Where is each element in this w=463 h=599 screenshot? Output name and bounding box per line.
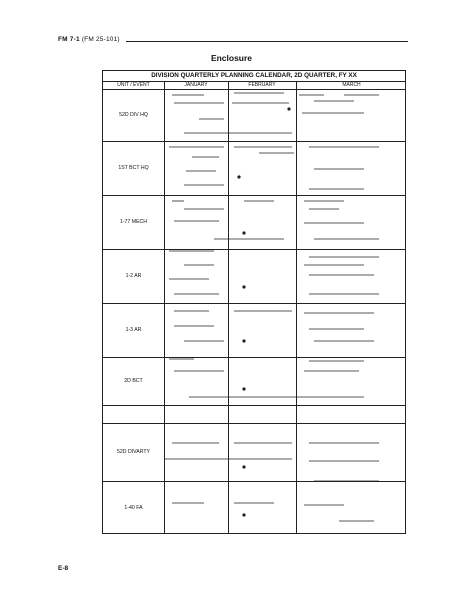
manual-reference: (FM 25-101) <box>81 36 120 43</box>
page-title: Enclosure <box>210 53 253 63</box>
row-label: 1-77 MECH <box>119 219 148 225</box>
row-label: 1-3 AR <box>125 327 142 333</box>
running-header <box>58 36 120 43</box>
row-label: 1-40 FA <box>124 505 143 511</box>
row-label: 52D DIV HQ <box>119 112 148 118</box>
column-header-january: JANUARY <box>184 82 208 88</box>
row-label: 52D DIVARTY <box>117 449 150 455</box>
planning-calendar-table <box>102 70 406 534</box>
manual-number: FM 7-1 <box>58 36 80 43</box>
column-header-march: MARCH <box>342 82 361 88</box>
column-header-february: FEBRUARY <box>248 82 276 88</box>
page-number: E-8 <box>58 565 69 572</box>
header-rule <box>126 41 408 42</box>
column-header-unit: UNIT / EVENT <box>117 82 150 88</box>
table-title: DIVISION QUARTERLY PLANNING CALENDAR, 2D QUARTER, FY XX <box>103 71 405 82</box>
row-label: 1-2 AR <box>125 273 142 279</box>
row-label: 1ST BCT HQ <box>118 165 149 171</box>
row-label: 2D BCT <box>124 378 143 384</box>
event-arrows-graphic <box>164 89 406 533</box>
